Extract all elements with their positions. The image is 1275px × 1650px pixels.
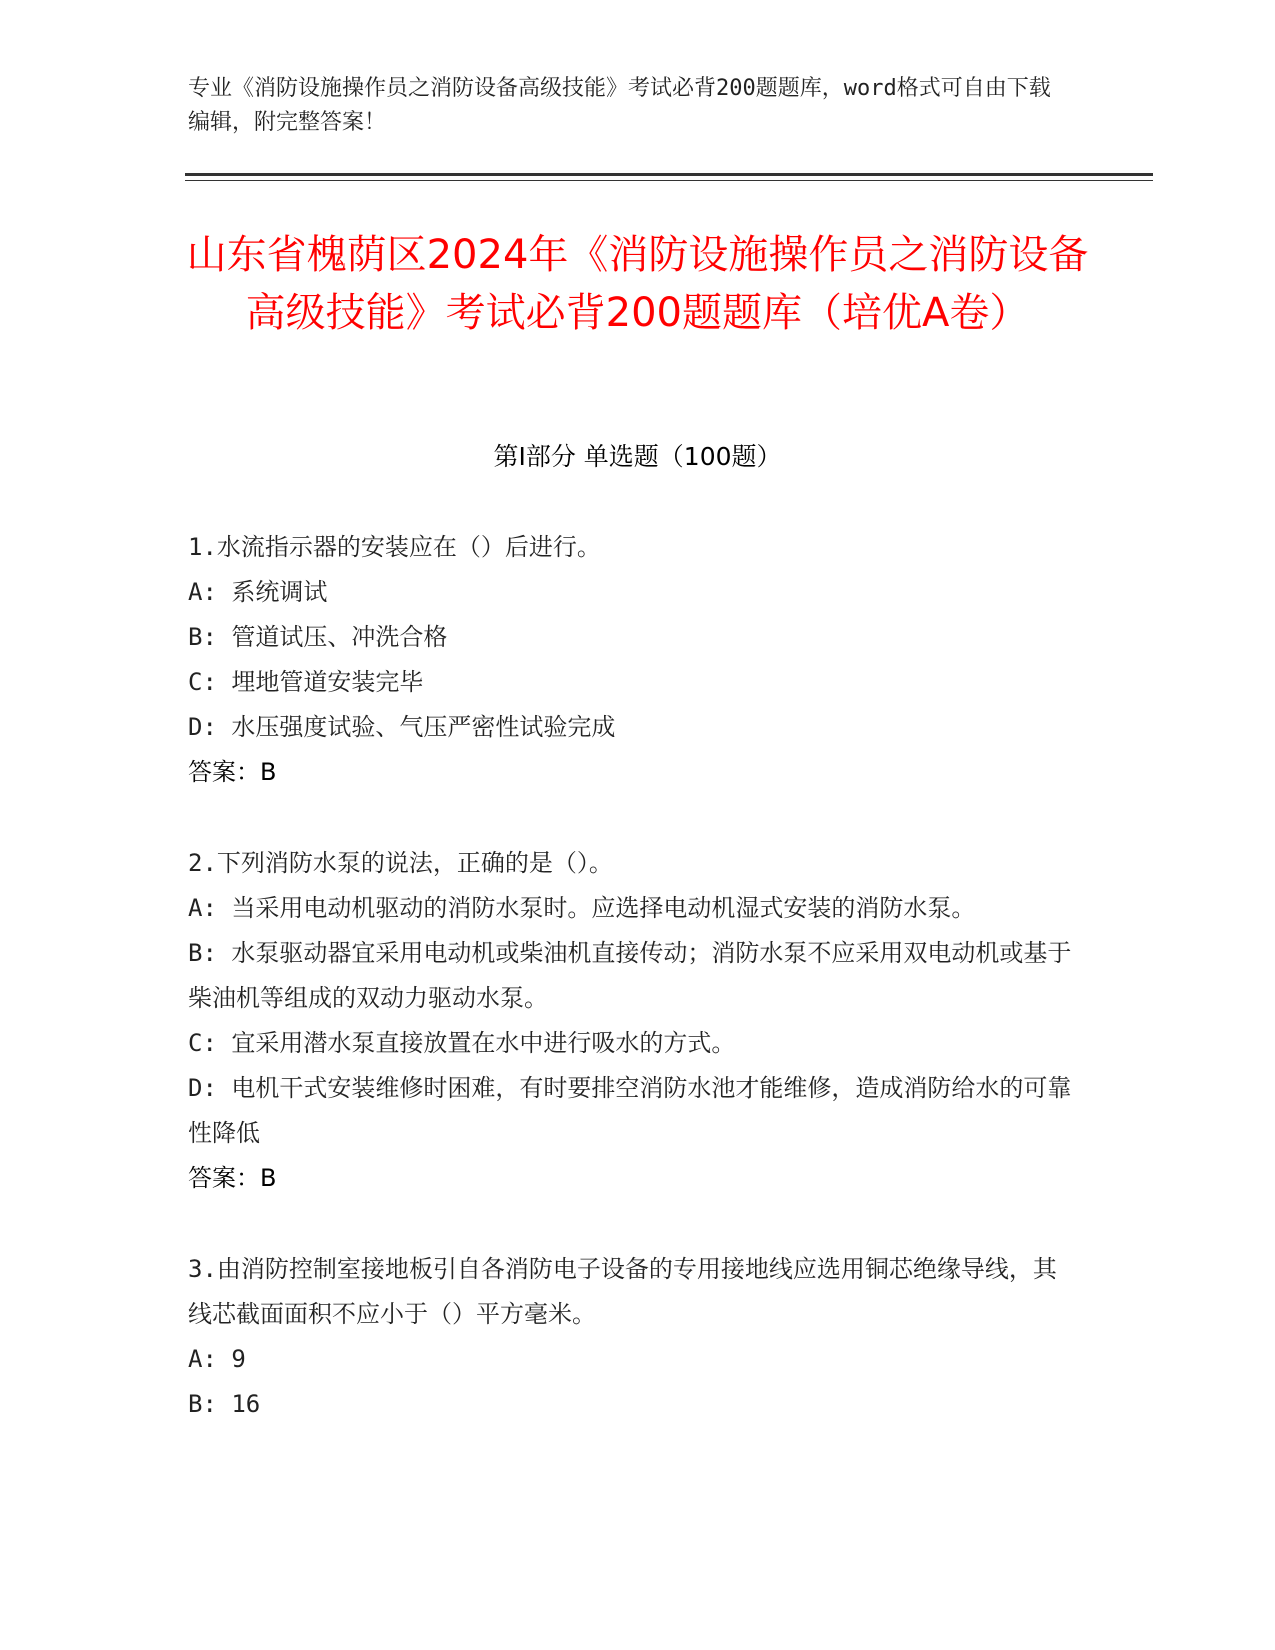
question-stem: 3.由消防控制室接地板引自各消防电子设备的专用接地线应选用铜芯绝缘导线，其线芯截面面积不应小于（）平方毫米。 xyxy=(188,1255,1057,1328)
option-b: B: 管道试压、冲洗合格 xyxy=(188,623,448,651)
option-c: C: 宜采用潜水泵直接放置在水中进行吸水的方式。 xyxy=(188,1029,736,1057)
document-title: 山东省槐荫区2024年《消防设施操作员之消防设备高级技能》考试必背200题题库（培优A卷） xyxy=(186,232,1089,336)
option-a: A: 系统调试 xyxy=(188,578,328,606)
answer-line: 答案：B xyxy=(188,1164,277,1192)
header-divider-thick xyxy=(185,173,1153,176)
option-b: B: 16 xyxy=(188,1390,261,1418)
section-title: 第Ⅰ部分 单选题（100题） xyxy=(493,442,782,471)
question-stem: 1.水流指示器的安装应在（）后进行。 xyxy=(188,533,601,561)
option-a: A: 9 xyxy=(188,1345,246,1373)
option-c: C: 埋地管道安装完毕 xyxy=(188,668,424,696)
question-list xyxy=(188,525,1073,1473)
option-d: D: 水压强度试验、气压严密性试验完成 xyxy=(188,713,616,741)
header-note: 专业《消防设施操作员之消防设备高级技能》考试必背200题题库，word格式可自由下载编辑，附完整答案！ xyxy=(188,76,1051,135)
option-d: D: 电机干式安装维修时困难，有时要排空消防水池才能维修，造成消防给水的可靠性降低 xyxy=(188,1074,1072,1147)
question-1 xyxy=(188,525,1073,795)
option-b: B: 水泵驱动器宜采用电动机或柴油机直接传动；消防水泵不应采用双电动机或基于柴油机等组成的双动力驱动水泵。 xyxy=(188,939,1072,1012)
option-a: A: 当采用电动机驱动的消防水泵时。应选择电动机湿式安装的消防水泵。 xyxy=(188,894,976,922)
question-2 xyxy=(188,841,1073,1201)
question-3 xyxy=(188,1247,1073,1427)
question-stem: 2.下列消防水泵的说法，正确的是（）。 xyxy=(188,849,613,877)
answer-line: 答案：B xyxy=(188,758,277,786)
header-divider-thin xyxy=(185,180,1153,181)
